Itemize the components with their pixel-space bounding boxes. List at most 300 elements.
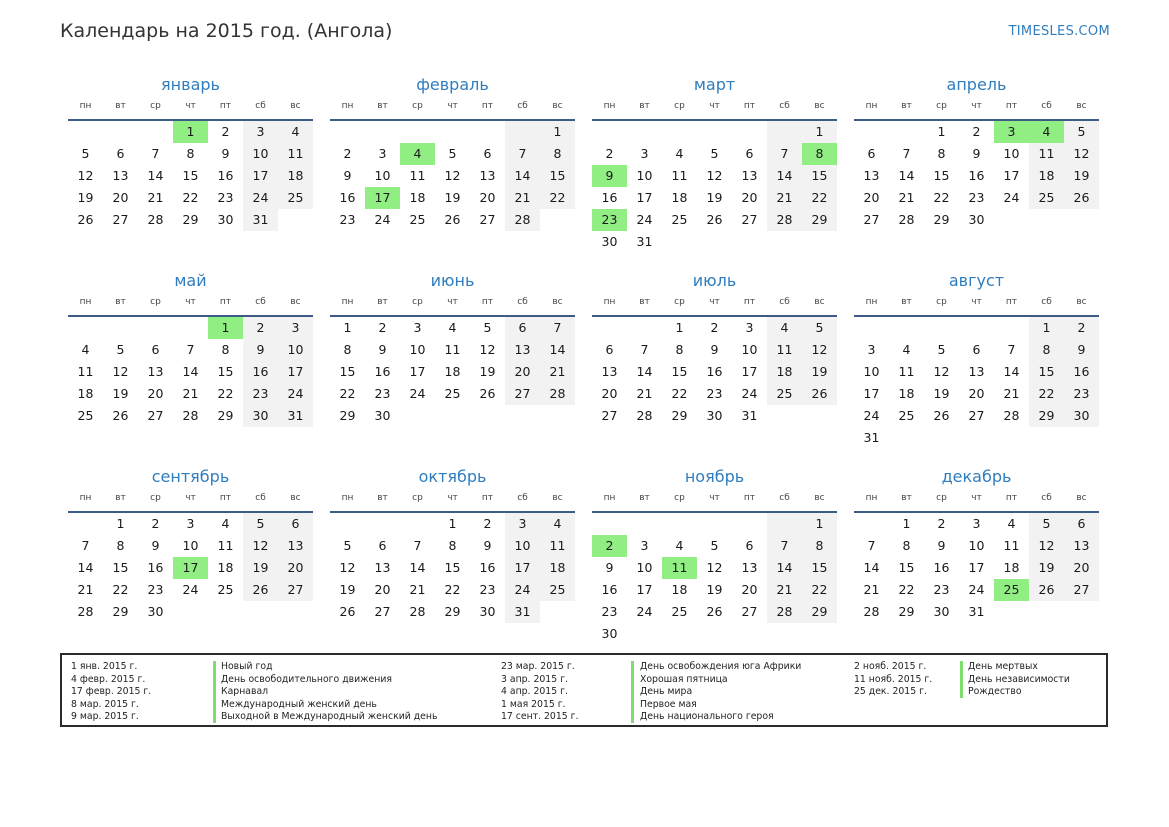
day-cell: 10 xyxy=(278,339,313,361)
day-cell: 3 xyxy=(867,342,876,357)
month-name: июль xyxy=(692,271,737,290)
day-cell: 19 xyxy=(706,582,723,597)
day-cell: 22 xyxy=(671,386,688,401)
day-cell: 6 xyxy=(483,146,492,161)
day-cell: 4 xyxy=(81,342,90,357)
weekday-label: вс xyxy=(290,297,301,307)
day-cell: 22 xyxy=(339,386,356,401)
weekday-label: ср xyxy=(936,297,947,307)
day-cell: 12 xyxy=(1064,143,1099,165)
day-cell: 7 xyxy=(151,146,160,161)
weekday-label: пн xyxy=(79,493,92,503)
day-cell: 12 xyxy=(933,364,950,379)
legend-holiday-name: Хорошая пятница xyxy=(640,673,728,685)
weekday-label: пн xyxy=(865,493,878,503)
day-cell: 17 xyxy=(1003,168,1020,183)
legend-date: 2 нояб. 2015 г. xyxy=(854,661,927,672)
day-cell: 5 xyxy=(343,538,352,553)
day-cell: 21 xyxy=(767,579,802,601)
day-cell: 13 xyxy=(741,560,758,575)
day-cell: 6 xyxy=(116,146,125,161)
day-cell: 21 xyxy=(1003,386,1020,401)
day-cell: 2 xyxy=(605,146,614,161)
days-grid xyxy=(330,513,575,623)
day-cell: 22 xyxy=(217,386,234,401)
days-grid xyxy=(592,513,837,645)
weekday-label: пн xyxy=(341,297,354,307)
holiday-day-cell: 4 xyxy=(400,143,435,165)
day-cell: 31 xyxy=(968,604,985,619)
weekday-label: вс xyxy=(290,493,301,503)
empty-cell xyxy=(662,513,697,535)
weekday-label: ср xyxy=(412,297,423,307)
legend-item xyxy=(71,674,151,687)
day-cell: 2 xyxy=(343,146,352,161)
day-cell: 5 xyxy=(243,513,278,535)
weekday-label: пн xyxy=(865,297,878,307)
day-cell: 26 xyxy=(444,212,461,227)
month-calendar xyxy=(592,72,837,268)
day-cell: 18 xyxy=(671,582,688,597)
day-cell: 24 xyxy=(1003,190,1020,205)
day-cell: 16 xyxy=(933,560,950,575)
day-cell: 11 xyxy=(898,364,915,379)
day-cell: 3 xyxy=(278,317,313,339)
empty-cell xyxy=(767,121,802,143)
legend-date: 4 апр. 2015 г. xyxy=(501,686,568,698)
day-cell: 20 xyxy=(278,557,313,579)
day-cell: 16 xyxy=(601,582,618,597)
day-cell: 20 xyxy=(863,190,880,205)
day-cell: 4 xyxy=(675,146,684,161)
day-cell: 18 xyxy=(1003,560,1020,575)
days-grid xyxy=(854,121,1099,231)
day-cell: 10 xyxy=(863,364,880,379)
empty-cell xyxy=(470,121,505,143)
legend-holiday-name: Рождество xyxy=(968,686,1022,698)
day-cell: 21 xyxy=(863,582,880,597)
month-name: декабрь xyxy=(941,467,1012,486)
day-cell: 30 xyxy=(1064,405,1099,427)
legend-date: 23 мар. 2015 г. xyxy=(501,661,575,672)
day-cell: 22 xyxy=(540,187,575,209)
day-cell: 27 xyxy=(479,212,496,227)
day-cell: 8 xyxy=(116,538,125,553)
day-cell: 6 xyxy=(972,342,981,357)
day-cell: 2 xyxy=(1064,317,1099,339)
holiday-day-cell: 17 xyxy=(173,557,208,579)
day-cell: 10 xyxy=(409,342,426,357)
weekday-label: вс xyxy=(814,493,825,503)
weekday-label: вт xyxy=(377,297,388,307)
day-cell: 15 xyxy=(671,364,688,379)
days-grid xyxy=(592,317,837,427)
day-cell: 28 xyxy=(409,604,426,619)
day-cell: 1 xyxy=(1029,317,1064,339)
weekday-label: вс xyxy=(1076,493,1087,503)
day-cell: 15 xyxy=(898,560,915,575)
weekday-label: вт xyxy=(377,101,388,111)
day-cell: 17 xyxy=(741,364,758,379)
day-cell: 29 xyxy=(339,408,356,423)
legend-column-3 xyxy=(854,661,932,699)
day-cell: 17 xyxy=(409,364,426,379)
day-cell: 27 xyxy=(278,579,313,601)
day-cell: 25 xyxy=(217,582,234,597)
day-cell: 14 xyxy=(182,364,199,379)
day-cell: 29 xyxy=(898,604,915,619)
day-cell: 29 xyxy=(182,212,199,227)
legend-holiday-name: Выходной в Международный женский день xyxy=(221,711,438,723)
day-cell: 26 xyxy=(1029,579,1064,601)
day-cell: 6 xyxy=(605,342,614,357)
weekday-label: чт xyxy=(447,101,458,111)
weekday-label: вт xyxy=(639,493,650,503)
day-cell: 23 xyxy=(339,212,356,227)
day-cell: 14 xyxy=(505,165,540,187)
day-cell: 3 xyxy=(505,513,540,535)
day-cell: 22 xyxy=(898,582,915,597)
month-calendar xyxy=(68,268,313,464)
day-cell: 11 xyxy=(1003,538,1020,553)
day-cell: 30 xyxy=(479,604,496,619)
day-cell: 5 xyxy=(802,317,837,339)
day-cell: 17 xyxy=(863,386,880,401)
day-cell: 24 xyxy=(636,212,653,227)
day-cell: 30 xyxy=(243,405,278,427)
legend-holiday-name: День освобождения юга Африки xyxy=(640,661,802,672)
day-cell: 23 xyxy=(933,582,950,597)
weekday-header xyxy=(854,98,1099,121)
day-cell: 24 xyxy=(505,579,540,601)
legend-column-2 xyxy=(501,661,578,724)
empty-cell xyxy=(889,121,924,143)
weekday-label: сб xyxy=(517,297,528,307)
day-cell: 25 xyxy=(278,187,313,209)
day-cell: 12 xyxy=(112,364,129,379)
day-cell: 11 xyxy=(1029,143,1064,165)
day-cell: 4 xyxy=(767,317,802,339)
empty-cell xyxy=(697,121,732,143)
day-cell: 3 xyxy=(186,516,195,531)
day-cell: 22 xyxy=(802,579,837,601)
day-cell: 20 xyxy=(601,386,618,401)
site-link[interactable]: TIMESLES.COM xyxy=(1008,24,1110,39)
weekday-label: сб xyxy=(779,493,790,503)
day-cell: 15 xyxy=(540,165,575,187)
weekday-label: вс xyxy=(814,101,825,111)
day-cell: 2 xyxy=(483,516,492,531)
weekday-label: сб xyxy=(255,297,266,307)
day-cell: 13 xyxy=(374,560,391,575)
weekday-label: сб xyxy=(517,493,528,503)
weekday-label: вс xyxy=(552,493,563,503)
weekday-label: сб xyxy=(1041,297,1052,307)
weekday-label: пт xyxy=(743,493,756,503)
day-cell: 28 xyxy=(147,212,164,227)
legend-item xyxy=(71,699,151,712)
day-cell: 21 xyxy=(147,190,164,205)
day-cell: 12 xyxy=(77,168,94,183)
empty-cell xyxy=(435,121,470,143)
day-cell: 21 xyxy=(636,386,653,401)
day-cell: 12 xyxy=(706,168,723,183)
day-cell: 18 xyxy=(898,386,915,401)
day-cell: 2 xyxy=(972,124,981,139)
day-cell: 19 xyxy=(243,557,278,579)
day-cell: 12 xyxy=(1029,535,1064,557)
day-cell: 18 xyxy=(1029,165,1064,187)
legend-names-3 xyxy=(968,661,1070,699)
holiday-legend xyxy=(60,653,1108,727)
weekday-header xyxy=(68,294,313,317)
day-cell: 5 xyxy=(710,146,719,161)
day-cell: 13 xyxy=(1064,535,1099,557)
day-cell: 23 xyxy=(243,383,278,405)
weekday-label: пт xyxy=(481,101,494,111)
weekday-label: чт xyxy=(971,101,982,111)
weekday-label: ср xyxy=(936,493,947,503)
day-cell: 6 xyxy=(278,513,313,535)
month-name: март xyxy=(693,75,736,94)
weekday-label: сб xyxy=(255,101,266,111)
day-cell: 28 xyxy=(77,604,94,619)
weekday-header xyxy=(592,98,837,121)
day-cell: 28 xyxy=(863,604,880,619)
day-cell: 26 xyxy=(112,408,129,423)
month-name: май xyxy=(174,271,207,290)
day-cell: 18 xyxy=(444,364,461,379)
weekday-label: пн xyxy=(341,493,354,503)
day-cell: 6 xyxy=(151,342,160,357)
day-cell: 1 xyxy=(802,513,837,535)
empty-cell xyxy=(365,513,400,535)
day-cell: 22 xyxy=(1029,383,1064,405)
months-grid xyxy=(68,72,1108,650)
day-cell: 7 xyxy=(767,143,802,165)
day-cell: 8 xyxy=(343,342,352,357)
day-cell: 8 xyxy=(1029,339,1064,361)
legend-names-2 xyxy=(640,661,801,724)
day-cell: 19 xyxy=(444,190,461,205)
day-cell: 26 xyxy=(1064,187,1099,209)
day-cell: 14 xyxy=(767,557,802,579)
day-cell: 18 xyxy=(767,361,802,383)
weekday-header xyxy=(330,294,575,317)
weekday-label: ср xyxy=(674,493,685,503)
weekday-label: чт xyxy=(447,297,458,307)
day-cell: 20 xyxy=(1064,557,1099,579)
empty-cell xyxy=(68,513,103,535)
day-cell: 27 xyxy=(601,408,618,423)
empty-cell xyxy=(400,121,435,143)
day-cell: 23 xyxy=(479,582,496,597)
weekday-label: вт xyxy=(639,297,650,307)
day-cell: 24 xyxy=(863,408,880,423)
day-cell: 21 xyxy=(182,386,199,401)
day-cell: 31 xyxy=(505,601,540,623)
legend-holiday-name: День освободительного движения xyxy=(221,673,392,685)
empty-cell xyxy=(924,317,959,339)
day-cell: 15 xyxy=(182,168,199,183)
day-cell: 10 xyxy=(636,560,653,575)
weekday-label: вс xyxy=(552,101,563,111)
day-cell: 11 xyxy=(540,535,575,557)
day-cell: 7 xyxy=(867,538,876,553)
day-cell: 18 xyxy=(217,560,234,575)
empty-cell xyxy=(854,121,889,143)
weekday-label: пт xyxy=(219,493,232,503)
day-cell: 7 xyxy=(767,535,802,557)
day-cell: 23 xyxy=(374,386,391,401)
legend-marker xyxy=(213,661,216,723)
day-cell: 9 xyxy=(151,538,160,553)
legend-date: 4 февр. 2015 г. xyxy=(71,673,146,685)
day-cell: 22 xyxy=(444,582,461,597)
day-cell: 22 xyxy=(112,582,129,597)
day-cell: 21 xyxy=(898,190,915,205)
empty-cell xyxy=(732,513,767,535)
day-cell: 4 xyxy=(1007,516,1016,531)
day-cell: 20 xyxy=(112,190,129,205)
day-cell: 13 xyxy=(863,168,880,183)
day-cell: 10 xyxy=(243,143,278,165)
day-cell: 17 xyxy=(505,557,540,579)
empty-cell xyxy=(732,121,767,143)
day-cell: 29 xyxy=(112,604,129,619)
weekday-label: сб xyxy=(1041,101,1052,111)
empty-cell xyxy=(400,513,435,535)
legend-holiday-name: День независимости xyxy=(968,673,1070,685)
day-cell: 23 xyxy=(1064,383,1099,405)
day-cell: 9 xyxy=(710,342,719,357)
day-cell: 30 xyxy=(374,408,391,423)
day-cell: 15 xyxy=(444,560,461,575)
weekday-label: вс xyxy=(1076,101,1087,111)
day-cell: 1 xyxy=(802,121,837,143)
month-name: январь xyxy=(161,75,220,94)
day-cell: 7 xyxy=(540,317,575,339)
day-cell: 14 xyxy=(636,364,653,379)
day-cell: 31 xyxy=(863,430,880,445)
weekday-header xyxy=(330,98,575,121)
day-cell: 13 xyxy=(601,364,618,379)
day-cell: 26 xyxy=(479,386,496,401)
day-cell: 3 xyxy=(972,516,981,531)
day-cell: 9 xyxy=(483,538,492,553)
day-cell: 17 xyxy=(243,165,278,187)
day-cell: 4 xyxy=(448,320,457,335)
day-cell: 2 xyxy=(151,516,160,531)
day-cell: 16 xyxy=(339,190,356,205)
day-cell: 28 xyxy=(636,408,653,423)
day-cell: 26 xyxy=(77,212,94,227)
weekday-header xyxy=(854,490,1099,513)
day-cell: 1 xyxy=(675,320,684,335)
empty-cell xyxy=(365,121,400,143)
day-cell: 2 xyxy=(710,320,719,335)
month-calendar xyxy=(592,268,837,464)
day-cell: 26 xyxy=(802,383,837,405)
day-cell: 14 xyxy=(409,560,426,575)
days-grid xyxy=(854,513,1099,623)
day-cell: 13 xyxy=(505,339,540,361)
weekday-label: пт xyxy=(219,101,232,111)
day-cell: 6 xyxy=(378,538,387,553)
weekday-label: пн xyxy=(79,101,92,111)
weekday-label: ср xyxy=(150,493,161,503)
day-cell: 10 xyxy=(505,535,540,557)
day-cell: 9 xyxy=(937,538,946,553)
weekday-label: сб xyxy=(517,101,528,111)
weekday-label: чт xyxy=(971,297,982,307)
days-grid xyxy=(330,317,575,427)
day-cell: 5 xyxy=(116,342,125,357)
empty-cell xyxy=(103,317,138,339)
day-cell: 9 xyxy=(221,146,230,161)
day-cell: 24 xyxy=(741,386,758,401)
day-cell: 16 xyxy=(968,168,985,183)
day-cell: 20 xyxy=(374,582,391,597)
day-cell: 16 xyxy=(706,364,723,379)
month-name: октябрь xyxy=(418,467,487,486)
day-cell: 7 xyxy=(902,146,911,161)
day-cell: 5 xyxy=(483,320,492,335)
legend-holiday-name: День мира xyxy=(640,686,693,698)
day-cell: 19 xyxy=(706,190,723,205)
day-cell: 16 xyxy=(601,190,618,205)
weekday-label: ср xyxy=(674,101,685,111)
empty-cell xyxy=(994,317,1029,339)
day-cell: 7 xyxy=(1007,342,1016,357)
day-cell: 8 xyxy=(902,538,911,553)
weekday-label: чт xyxy=(971,493,982,503)
day-cell: 12 xyxy=(802,339,837,361)
empty-cell xyxy=(627,121,662,143)
day-cell: 31 xyxy=(278,405,313,427)
day-cell: 3 xyxy=(413,320,422,335)
day-cell: 15 xyxy=(802,165,837,187)
day-cell: 8 xyxy=(221,342,230,357)
weekday-label: чт xyxy=(709,493,720,503)
holiday-day-cell: 4 xyxy=(1029,121,1064,143)
weekday-label: пн xyxy=(341,101,354,111)
holiday-day-cell: 23 xyxy=(592,209,627,231)
day-cell: 25 xyxy=(1029,187,1064,209)
legend-item xyxy=(71,686,151,699)
days-grid xyxy=(330,121,575,231)
legend-date: 1 янв. 2015 г. xyxy=(71,661,138,672)
weekday-header xyxy=(330,490,575,513)
day-cell: 19 xyxy=(112,386,129,401)
day-cell: 4 xyxy=(675,538,684,553)
day-cell: 14 xyxy=(1003,364,1020,379)
day-cell: 30 xyxy=(601,234,618,249)
day-cell: 15 xyxy=(1029,361,1064,383)
day-cell: 24 xyxy=(374,212,391,227)
day-cell: 25 xyxy=(898,408,915,423)
day-cell: 1 xyxy=(902,516,911,531)
empty-cell xyxy=(959,317,994,339)
day-cell: 24 xyxy=(278,383,313,405)
legend-holiday-name: Карнавал xyxy=(221,686,269,698)
month-calendar xyxy=(330,464,575,650)
weekday-label: пн xyxy=(603,101,616,111)
day-cell: 5 xyxy=(937,342,946,357)
month-calendar xyxy=(68,72,313,268)
day-cell: 5 xyxy=(81,146,90,161)
empty-cell xyxy=(138,317,173,339)
